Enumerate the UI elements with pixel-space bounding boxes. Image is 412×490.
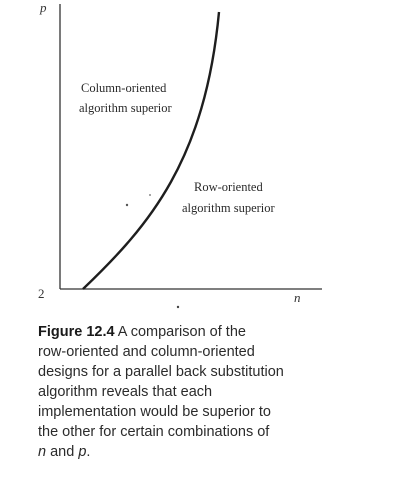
upper-region-label-line1: Column-oriented bbox=[81, 81, 167, 95]
scan-speck bbox=[177, 306, 179, 308]
upper-region-label-line2: algorithm superior bbox=[79, 101, 172, 115]
boundary-curve bbox=[83, 12, 219, 289]
y-axis-label: p bbox=[40, 0, 47, 15]
x-axis-label: n bbox=[294, 290, 301, 305]
scan-speck bbox=[149, 194, 151, 196]
caption-var-p: p bbox=[78, 444, 87, 460]
caption-line: designs for a parallel back substitution bbox=[38, 364, 284, 380]
lower-region-label-line1: Row-oriented bbox=[194, 180, 263, 194]
caption-var-n: n bbox=[38, 444, 47, 460]
caption-line: algorithm reveals that each bbox=[38, 384, 213, 400]
caption-and: and bbox=[46, 444, 79, 460]
caption-line bbox=[38, 442, 398, 462]
figure-caption bbox=[38, 322, 398, 462]
caption-line bbox=[38, 322, 398, 342]
lower-region-label-line2: algorithm superior bbox=[182, 201, 275, 215]
caption-line: implementation would be superior to bbox=[38, 404, 271, 420]
figure-number: Figure 12.4 bbox=[38, 324, 115, 340]
caption-line: the other for certain combinations of bbox=[38, 424, 270, 440]
caption-line: row-oriented and column-oriented bbox=[38, 344, 255, 360]
caption-period: . bbox=[86, 444, 91, 460]
caption-text: A comparison of the bbox=[117, 324, 246, 340]
origin-tick-label: 2 bbox=[38, 286, 45, 301]
scan-speck bbox=[126, 204, 128, 206]
